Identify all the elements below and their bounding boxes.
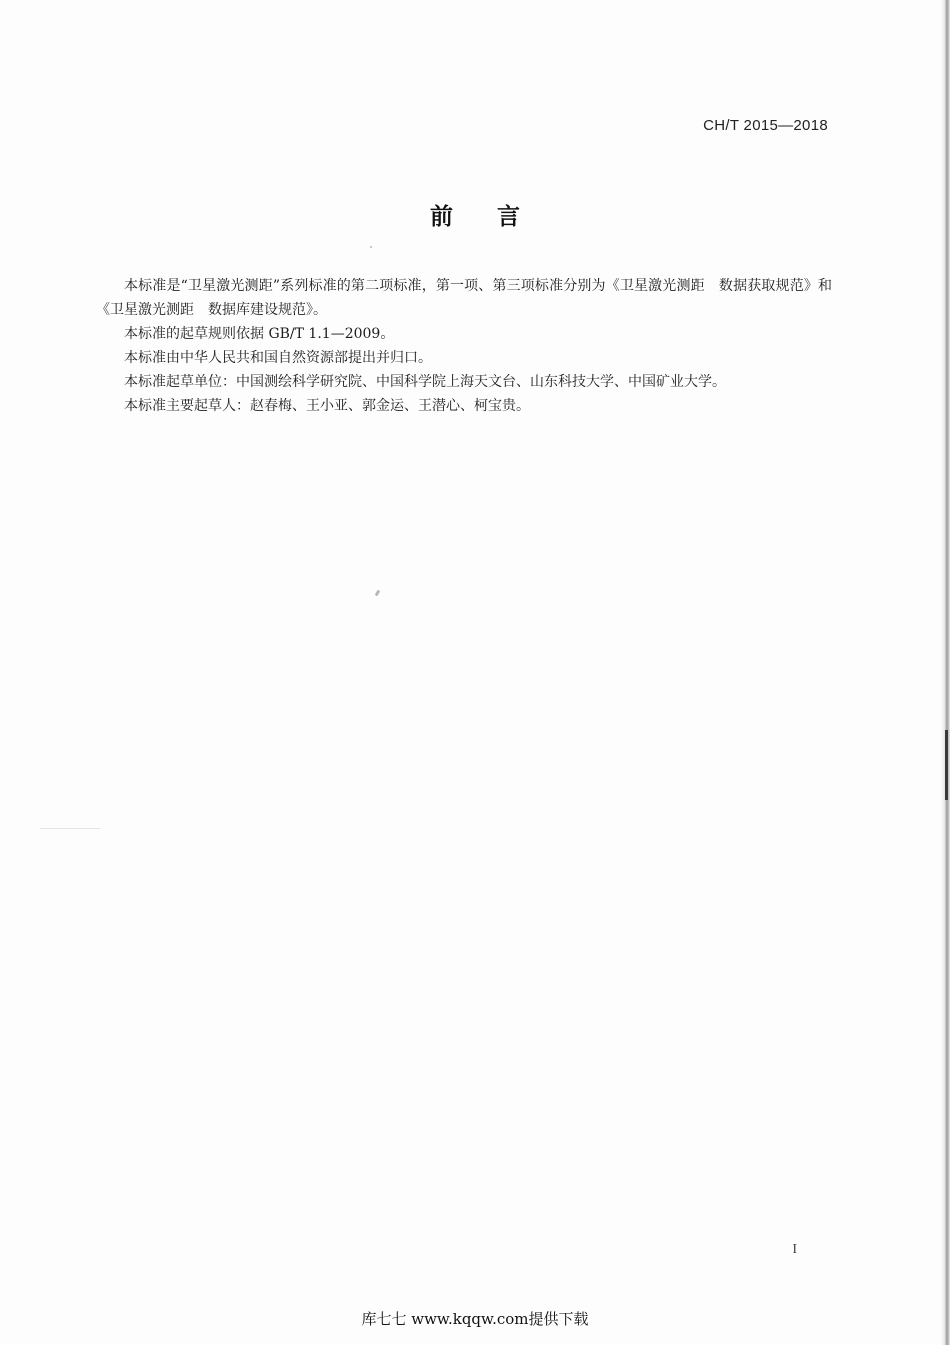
scan-speck [370, 246, 372, 248]
paragraph-drafters: 本标准主要起草人：赵春梅、王小亚、郭金运、王潜心、柯宝贵。 [124, 398, 530, 414]
preface-heading: 前言 [430, 204, 564, 230]
preface-body [96, 274, 832, 418]
scan-speck [375, 590, 381, 597]
scan-edge [940, 0, 950, 1345]
paragraph-drafting-units: 本标准起草单位：中国测绘科学研究院、中国科学院上海天文台、山东科技大学、中国矿业大学。 [124, 374, 726, 390]
paragraph-proposer: 本标准由中华人民共和国自然资源部提出并归口。 [124, 350, 432, 366]
scan-mark [945, 730, 948, 800]
paragraph-drafting-rules: 本标准的起草规则依据 GB/T 1.1—2009。 [124, 326, 395, 342]
standard-code: CH/T 2015—2018 [703, 117, 828, 134]
scan-speck [40, 828, 100, 829]
download-footer: 库七七 www.kqqw.com提供下载 [361, 1310, 589, 1328]
paragraph-series: 本标准是“卫星激光测距”系列标准的第二项标准，第一项、第三项标准分别为《卫星激光测距 数据获取规范》和《卫星激光测距 数据库建设规范》。 [96, 278, 832, 318]
page-number: I [792, 1242, 797, 1257]
